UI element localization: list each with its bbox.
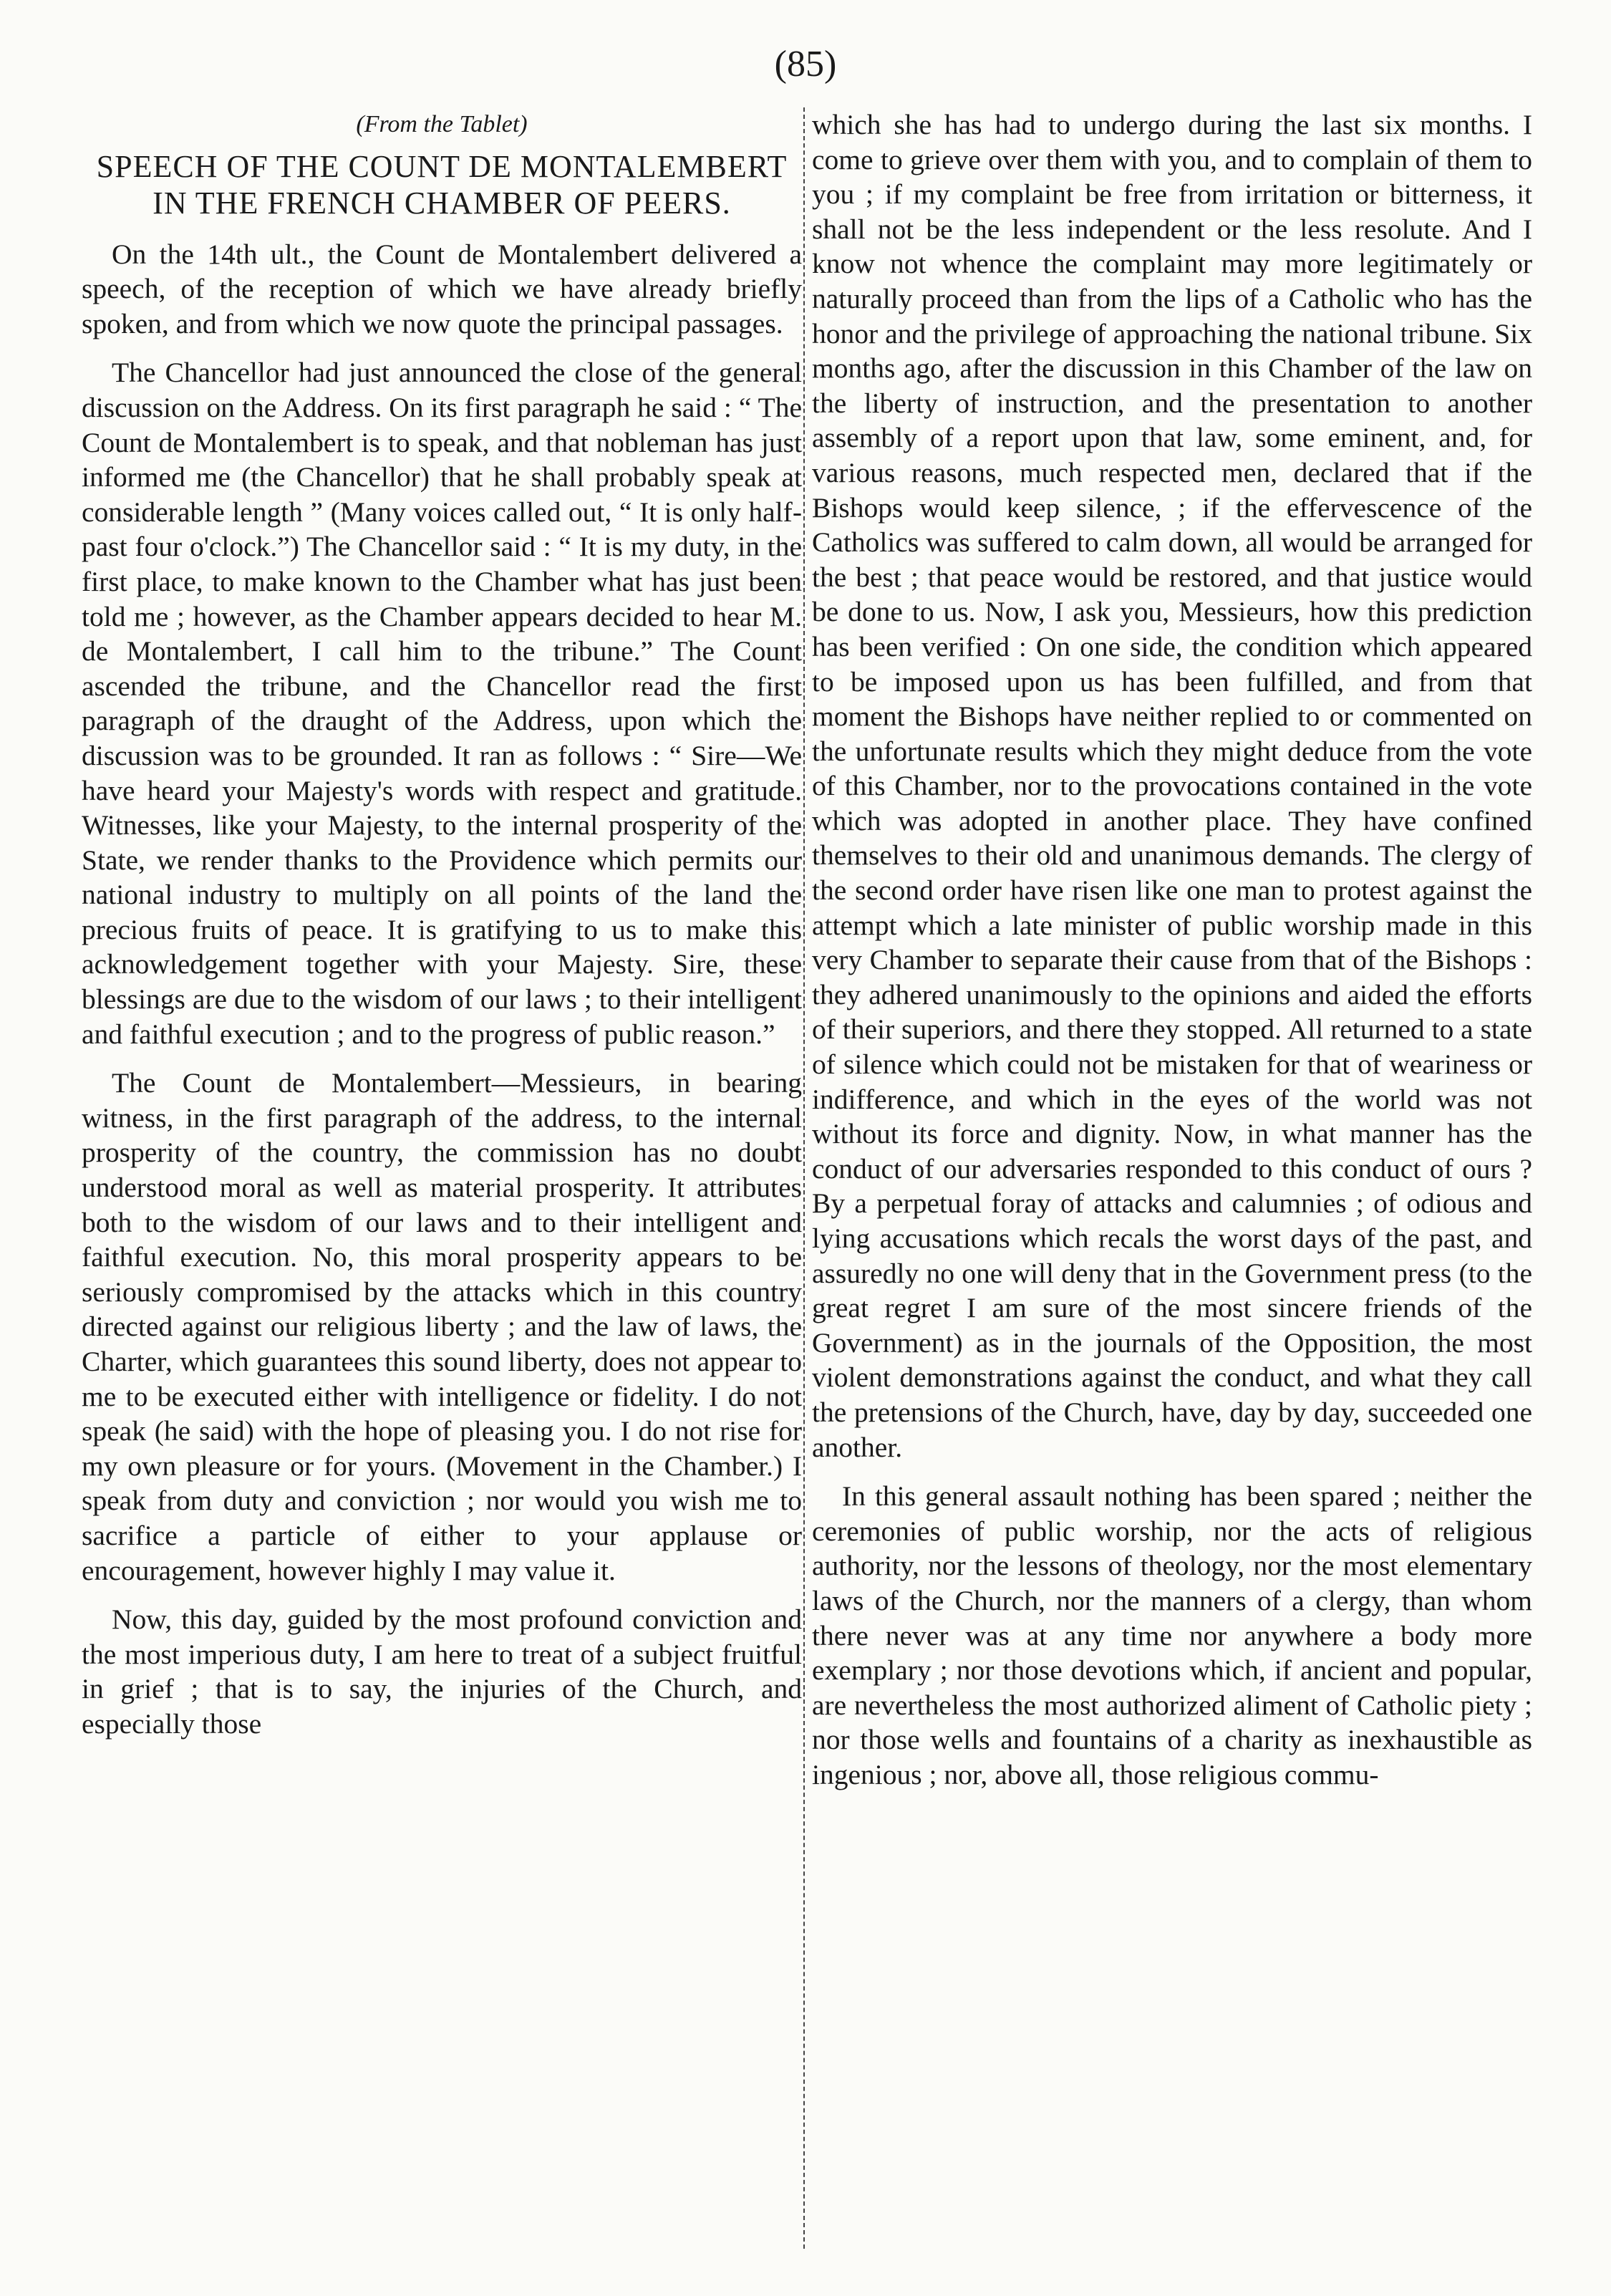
- paragraph-general-assault: In this general assault nothing has been spared ; neither the ceremonies of public worship, nor the acts of religious authority, nor the lessons of theology, nor the most elementary laws of the Church, nor the manners of a clergy, than whom there never was at any time nor anywhere a body more exemplary ; nor those devotions which, if ancient and popular, are nevertheless the most authorized aliment of Catholic piety ; nor those wells and fountains of a charity as inexhaustible as ingenious ; nor, above all, those religious commu-: [812, 1480, 1532, 1790]
- column-divider: [803, 107, 805, 2249]
- paragraph-chancellor: The Chancellor had just announced the close of the general discussion on the Address. On its first paragraph he said : “ The Count de Montalembert is to speak, and that nobleman has just informed me (the Chancellor) that he shall probably speak at considerable length ” (Many voices called out, “ It is only half-past four o'clock.”) The Chancellor said : “ It is my duty, in the first place, to make known to the Chamber what has just been told me ; however, as the Chamber appears decided to hear M. de Montalembert, I call him to the tribune.” The Count ascended the tribune, and the Chancellor read the first paragraph of the draught of the Address, upon which the discussion was to be grounded. It ran as follows : “ Sire—We have heard your Majesty's words with respect and gratitude. Witnesses, like your Majesty, to the internal prosperity of the State, we render thanks to the Providence which permits our national industry to multiply on all points of the land the precious fruits of peace. It is gratifying to us to make this acknowledgement together with your Majesty. Sire, these blessings are due to the wisdom of our laws ; to their intelligent and faithful execution ; and to the progress of public reason.”: [82, 357, 802, 1050]
- article-title: SPEECH OF THE COUNT DE MONTALEMBERT IN THE FRENCH CHAMBER OF PEERS.: [96, 148, 788, 221]
- paragraph-montalembert-reply: The Count de Montalembert—Messieurs, in bearing witness, in the first paragraph of the address, to the internal prosperity of the country, the commission has no doubt understood moral as well as material prosperity. It attributes both to the wisdom of our laws and to their intelligent and faithful execution. No, this moral prosperity appears to be seriously compromised by the attacks which in this country directed against our religious liberty ; and the law of laws, the Charter, which guarantees this sound liberty, does not appear to me to be executed either with intelligence or fidelity. I do not speak (he said) with the hope of pleasing you. I do not rise for my own pleasure or for yours. (Movement in the Chamber.) I speak from duty and conviction ; nor would you wish me to sacrifice a particle of either to your applause or encouragement, however highly I may value it.: [82, 1067, 802, 1586]
- paragraph-now-this-day: Now, this day, guided by the most profound conviction and the most imperious duty, I am here to treat of a subject fruitful in grief ; that is to say, the injuries of the Church, and especially those: [82, 1603, 802, 1740]
- paragraph-intro: On the 14th ult., the Count de Montalembert delivered a speech, of the reception of which we have already briefly spoken, and from which we now quote the principal passages.: [82, 238, 802, 339]
- left-column: [82, 107, 802, 2249]
- right-column: [812, 107, 1532, 2249]
- paragraph-continuation: which she has had to undergo during the last six months. I come to grieve over them with you, and to complain of them to you ; if my complaint be free from irritation or bitterness, it shall not be the less independent or the less resolute. And I know not whence the complaint may more legitimately or naturally proceed than from the lips of a Catholic who has the honor and the privilege of approaching the national tribune. Six months ago, after the discussion in this Chamber of the law on the liberty of instruction, and the presentation to another assembly of a report upon that law, some eminent, and, for various reasons, much respected men, declared that if the Bishops would keep silence, ; if the effervescence of the Catholics was suffered to calm down, all would be arranged for the best ; that peace would be restored, and that justice would be done to us. Now, I ask you, Messieurs, how this prediction has been verified : On one side, the condition which appeared to be imposed upon us has been fulfilled, and from that moment the Bishops have neither replied to or commented on the unfortunate results which they might deduce from the vote of this Chamber, nor to the provocations contained in the vote which was adopted in another place. They have confined themselves to their old and unanimous demands. The clergy of the second order have risen like one man to protest against the attempt which a late minister of public worship made in this very Chamber to separate their cause from that of the Bishops : they adhered unanimously to the opinions and aided the efforts of their superiors, and there they stopped. All returned to a state of silence which could not be mistaken for that of weariness or indifference, and which in the eyes of the world was not without its force and dignity. Now, in what manner has the conduct of our adversaries responded to this conduct of ours ? By a perpetual foray of attacks and calumnies ; of odious and lying accusations which recals the worst days of the past, and assuredly no one will deny that in the Government press (to the great regret I am sure of the most sincere friends of the Government) as in the journals of the Opposition, the most violent demonstrations against the conduct, and what they call the pretensions of the Church, have, day by day, succeeded one another.: [812, 109, 1532, 1463]
- page-number: (85): [774, 44, 837, 85]
- article-source: (From the Tablet): [356, 111, 528, 138]
